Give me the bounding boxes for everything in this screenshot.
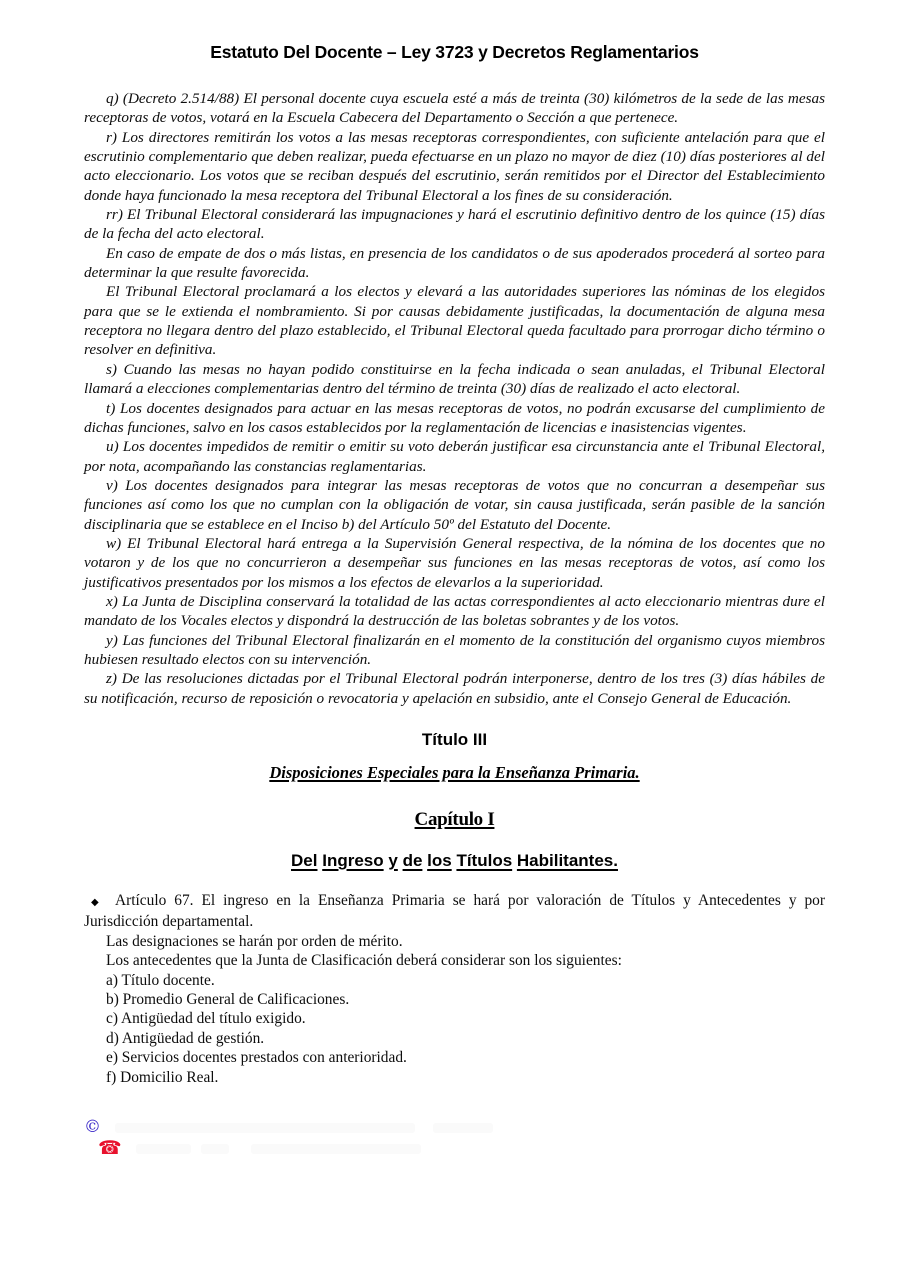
antecedente-item: a) Título docente. xyxy=(106,971,215,989)
faint-text-line xyxy=(433,1123,493,1133)
legal-paragraph: s) Cuando las mesas no hayan podido constituirse en la fecha indicada o sean anuladas, el Tribunal Electoral llamará a elecciones complementarias dentro del término de treinta (30) días de realizado el acto electoral. xyxy=(84,360,825,398)
diamond-bullet-icon: ◆ xyxy=(91,897,99,908)
legal-paragraph: w) El Tribunal Electoral hará entrega a la Supervisión General respectiva, de la nómina de los docentes que no votaron y de los que no concurrieron a desempeñar sus funciones en las mesas receptoras de votos, así como los justificativos presentados por los mismos a los efectos de elevarlos a la superioridad. xyxy=(84,534,825,591)
faint-text-line xyxy=(136,1144,191,1154)
antecedente-item: d) Antigüedad de gestión. xyxy=(106,1029,265,1047)
legal-paragraph: rr) El Tribunal Electoral considerará las impugnaciones y hará el escrutinio definitivo dentro de los quince (15) días de la fecha del acto electoral. xyxy=(84,206,825,243)
telephone-icon: ☎ xyxy=(98,1137,122,1160)
articulo-67-lines xyxy=(84,932,825,971)
antecedente-item: b) Promedio General de Calificaciones. xyxy=(106,991,350,1009)
antecedentes-list xyxy=(84,971,825,1087)
articulo-67-section xyxy=(84,891,825,1087)
faint-text-line xyxy=(251,1144,421,1154)
legal-paragraph: x) La Junta de Disciplina conservará la totalidad de las actas correspondientes al acto eleccionario mientras dure el mandato de los Vocales electos y dispondrá la destrucción de las boletas sobrantes y de los votos. xyxy=(84,592,825,630)
antecedente-item: f) Domicilio Real. xyxy=(106,1068,219,1086)
legal-paragraph: z) De las resoluciones dictadas por el Tribunal Electoral podrán interponerse, dentro de los tres (3) días hábiles de su notificación, recurso de reposición o revocatoria y apelación en subsidio, ante el Consejo General de Educación. xyxy=(84,670,825,707)
legal-paragraph: y) Las funciones del Tribunal Electoral finalizarán en el momento de la constitución del organismo cuyos miembros hubiesen resultado electos con su intervención. xyxy=(84,631,825,668)
copyright-row xyxy=(84,1117,825,1138)
ingreso-subheading: Del Ingreso y de los Títulos Habilitantes. xyxy=(291,851,618,870)
antecedente-item: c) Antigüedad del título exigido. xyxy=(106,1010,306,1028)
legal-paragraph: u) Los docentes impedidos de remitir o emitir su voto deberán justificar esa circunstancia ante el Tribunal Electoral, por nota, acompañando las constancias reglamentarias. xyxy=(84,438,825,475)
articulo-line: Los antecedentes que la Junta de Clasificación deberá considerar son los siguientes: xyxy=(106,952,622,970)
phone-row xyxy=(84,1138,825,1159)
legal-paragraph: El Tribunal Electoral proclamará a los electos y elevará a las autoridades superiores las nóminas de los elegidos para que se le extienda el nombramiento. Si por causas debidamente justificadas, la documentación de alguna mesa receptora no llegara dentro del plazo establecido, el Tribunal Electoral queda facultado para prorrogar dicho término o resolver en definitiva. xyxy=(84,283,825,359)
page-footer xyxy=(84,1117,825,1159)
articulo-67-paragraph xyxy=(84,891,825,932)
faint-text-line xyxy=(115,1123,415,1133)
antecedente-item: e) Servicios docentes prestados con anterioridad. xyxy=(106,1049,407,1067)
legal-paragraph: t) Los docentes designados para actuar en las mesas receptoras de votos, no podrán excusarse del cumplimiento de dichas funciones, salvo en los casos establecidos por la reglamentación de licencias e inasistencias vigentes. xyxy=(84,399,825,436)
capitulo-i-heading: Capítulo I xyxy=(414,809,495,830)
legal-text-body xyxy=(84,89,825,708)
legal-paragraph: r) Los directores remitirán los votos a las mesas receptoras correspondientes, con suficiente antelación para que el escrutinio complementario que deben realizar, pueda efectuarse en un plazo no mayor de diez (10) días posteriores al del acto eleccionario. Los votos que se reciban después del escrutinio, serán remitidos por el Director del Establecimiento donde haya funcionado la mesa receptora del Tribunal Electoral a los fines de su consideración. xyxy=(84,128,825,204)
articulo-line: Las designaciones se harán por orden de mérito. xyxy=(106,932,403,950)
legal-paragraph: q) (Decreto 2.514/88) El personal docente cuya escuela esté a más de treinta (30) kilómetros de la sede de las mesas receptoras de votos, votará en la Escuela Cabecera del Departamento o Sección a que pertenece. xyxy=(84,90,825,127)
document-title: Estatuto Del Docente – Ley 3723 y Decretos Reglamentarios xyxy=(210,42,699,62)
articulo-67-text: Artículo 67. El ingreso en la Enseñanza Primaria se hará por valoración de Títulos y Antecedentes y por Jurisdicción departamental. xyxy=(84,892,825,931)
legal-paragraph: v) Los docentes designados para integrar las mesas receptoras de votos que no concurran a desempeñar sus funciones así como los que no cumplan con la obligación de votar, sin causa justificada, serán pasible de la sanción disciplinaria que se establece en el Inciso b) del Artículo 50º del Estatuto del Docente. xyxy=(84,476,825,533)
titulo-iii-heading: Título III xyxy=(421,730,488,749)
copyright-icon: © xyxy=(84,1117,101,1138)
section-headings xyxy=(84,730,825,871)
disposiciones-subheading: Disposiciones Especiales para la Enseñanza Primaria. xyxy=(269,763,640,782)
faint-text-line xyxy=(201,1144,229,1154)
legal-paragraph: En caso de empate de dos o más listas, en presencia de los candidatos o de sus apoderados procederá al sorteo para determinar la que resulte favorecida. xyxy=(84,244,825,282)
